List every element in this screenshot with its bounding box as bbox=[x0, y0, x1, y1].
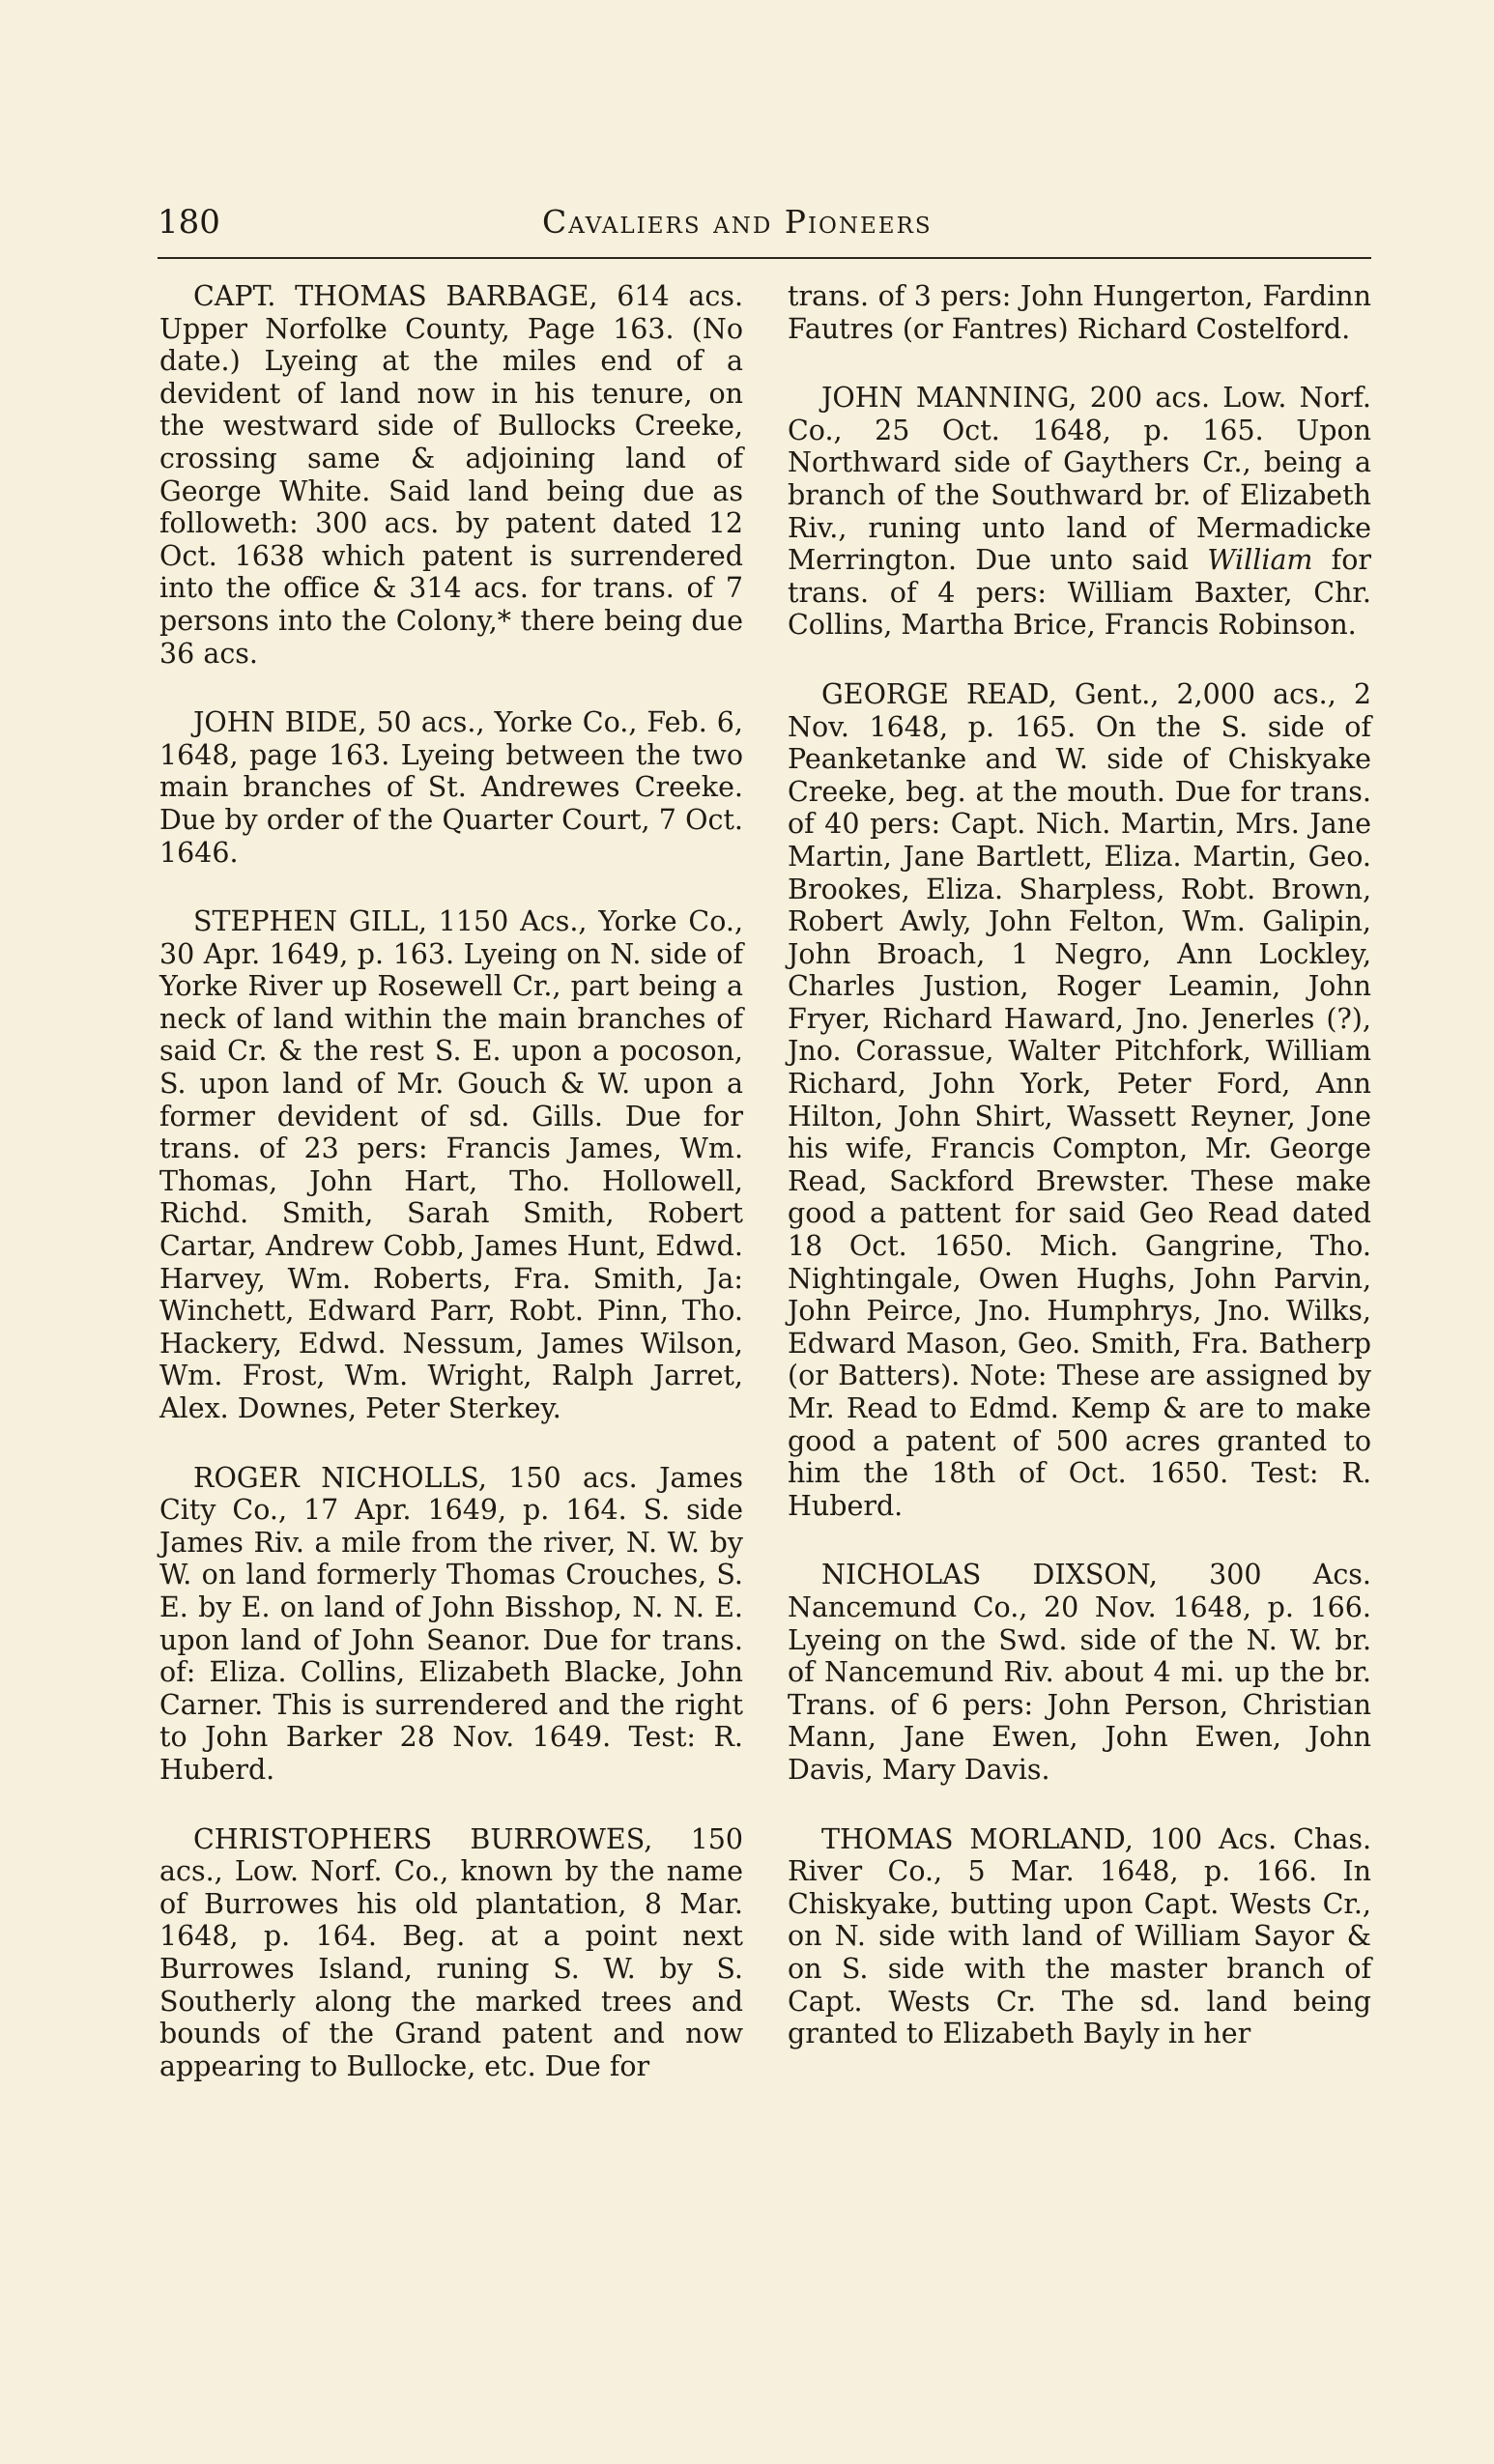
entry-roger-nicholls: ROGER NICHOLLS, 150 acs. James City Co., 17 Apr. 1649, p. 164. S. side James Riv. a mile from the river, N. W. by W. on land formerly Thomas Crouches, S. E. by E. on land of John Bisshop, N. N. E. upon land of John Seanor. Due for trans. of: Eliza. Collins, Elizabeth Blacke, John Carner. This is surrendered and the right to John Barker 28 Nov. 1649. Test: R. Huberd. bbox=[159, 1461, 743, 1786]
entry-john-manning bbox=[788, 382, 1371, 642]
left-column bbox=[159, 280, 743, 2119]
page-number: 180 bbox=[158, 203, 220, 242]
header-rule bbox=[158, 257, 1371, 259]
entry-stephen-gill: STEPHEN GILL, 1150 Acs., Yorke Co., 30 Apr. 1649, p. 163. Lyeing on N. side of Yorke River up Rosewell Cr., part being a neck of land within the main branches of said Cr. & the rest S. E. upon a pocoson, S. upon land of Mr. Gouch & W. upon a former devident of sd. Gills. Due for trans. of 23 pers: Francis James, Wm. Thomas, John Hart, Tho. Hollowell, Richd. Smith, Sarah Smith, Robert Cartar, Andrew Cobb, James Hunt, Edwd. Harvey, Wm. Roberts, Fra. Smith, Ja: Winchett, Edward Parr, Robt. Pinn, Tho. Hackery, Edwd. Nessum, James Wilson, Wm. Frost, Wm. Wright, Ralph Jarret, Alex. Downes, Peter Sterkey. bbox=[159, 905, 743, 1424]
entry-george-read: GEORGE READ, Gent., 2,000 acs., 2 Nov. 1648, p. 165. On the S. side of Peanketanke and W. side of Chiskyake Creeke, beg. at the mouth. Due for trans. of 40 pers: Capt. Nich. Martin, Mrs. Jane Martin, Jane Bartlett, Eliza. Martin, Geo. Brookes, Eliza. Sharpless, Robt. Brown, Robert Awly, John Felton, Wm. Galipin, John Broach, 1 Negro, Ann Lockley, Charles Justion, Roger Leamin, John Fryer, Richard Haward, Jno. Jenerles (?), Jno. Corassue, Walter Pitchfork, William Richard, John York, Peter Ford, Ann Hilton, John Shirt, Wassett Reyner, Jone his wife, Francis Compton, Mr. George Read, Sackford Brewster. These make good a pattent for said Geo Read dated 18 Oct. 1650. Mich. Gangrine, Tho. Nightingale, Owen Hughs, John Parvin, John Peirce, Jno. Humphrys, Jno. Wilks, Edward Mason, Geo. Smith, Fra. Batherp (or Batters). Note: These are assigned by Mr. Read to Edmd. Kemp & are to make good a patent of 500 acres granted to him the 18th of Oct. 1650. Test: R. Huberd. bbox=[788, 677, 1371, 1522]
page-header bbox=[158, 198, 1365, 256]
entry-john-bide: JOHN BIDE, 50 acs., Yorke Co., Feb. 6, 1648, page 163. Lyeing between the two main branches of St. Andrewes Creeke. Due by order of the Quarter Court, 7 Oct. 1646. bbox=[159, 706, 743, 869]
entry-thomas-morland: THOMAS MORLAND, 100 Acs. Chas. River Co., 5 Mar. 1648, p. 166. In Chiskyake, butting upon Capt. Wests Cr., on N. side with land of William Sayor & on S. side with the master branch of Capt. Wests Cr. The sd. land being granted to Elizabeth Bayly in her bbox=[788, 1822, 1371, 2050]
right-column bbox=[788, 280, 1371, 2087]
entry-burrowes-continued: trans. of 3 pers: John Hungerton, Fardinn Fautres (or Fantres) Richard Costelford. bbox=[788, 280, 1371, 345]
entry-christophers-burrowes: CHRISTOPHERS BURROWES, 150 acs., Low. Norf. Co., known by the name of Burrowes his old plantation, 8 Mar. 1648, p. 164. Beg. at a point next Burrowes Island, runing S. W. by S. Southerly along the marked trees and bounds of the Grand patent and now appearing to Bullocke, etc. Due for bbox=[159, 1822, 743, 2082]
entry-thomas-barbage: CAPT. THOMAS BARBAGE, 614 acs. Upper Norfolke County, Page 163. (No date.) Lyeing at the miles end of a devident of land now in his tenure, on the westward side of Bullocks Creeke, crossing same & adjoining land of George White. Said land being due as followeth: 300 acs. by patent dated 12 Oct. 1638 which patent is surrendered into the office & 314 acs. for trans. of 7 persons into the Colony,* there being due 36 acs. bbox=[159, 280, 743, 670]
manning-text-end: for trans. of 4 pers: William Baxter, Chr. Collins, Martha Brice, Francis Robinson. bbox=[788, 544, 1372, 642]
running-title: Cavaliers and Pioneers bbox=[542, 203, 933, 241]
manning-text-start: JOHN MANNING, 200 acs. Low. Norf. Co., 25 Oct. 1648, p. 165. Upon Northward side of Gaythers Cr., being a branch of the Southward br. of Elizabeth Riv., runing unto land of Mermadicke Merrington. Due unto said bbox=[788, 382, 1371, 577]
entry-nicholas-dixson: NICHOLAS DIXSON, 300 Acs. Nancemund Co., 20 Nov. 1648, p. 166. Lyeing on the Swd. side of the N. W. br. of Nancemund Riv. about 4 mi. up the br. Trans. of 6 pers: John Person, Christian Mann, Jane Ewen, John Ewen, John Davis, Mary Davis. bbox=[788, 1559, 1371, 1786]
manning-italic-name: William bbox=[1207, 544, 1313, 577]
